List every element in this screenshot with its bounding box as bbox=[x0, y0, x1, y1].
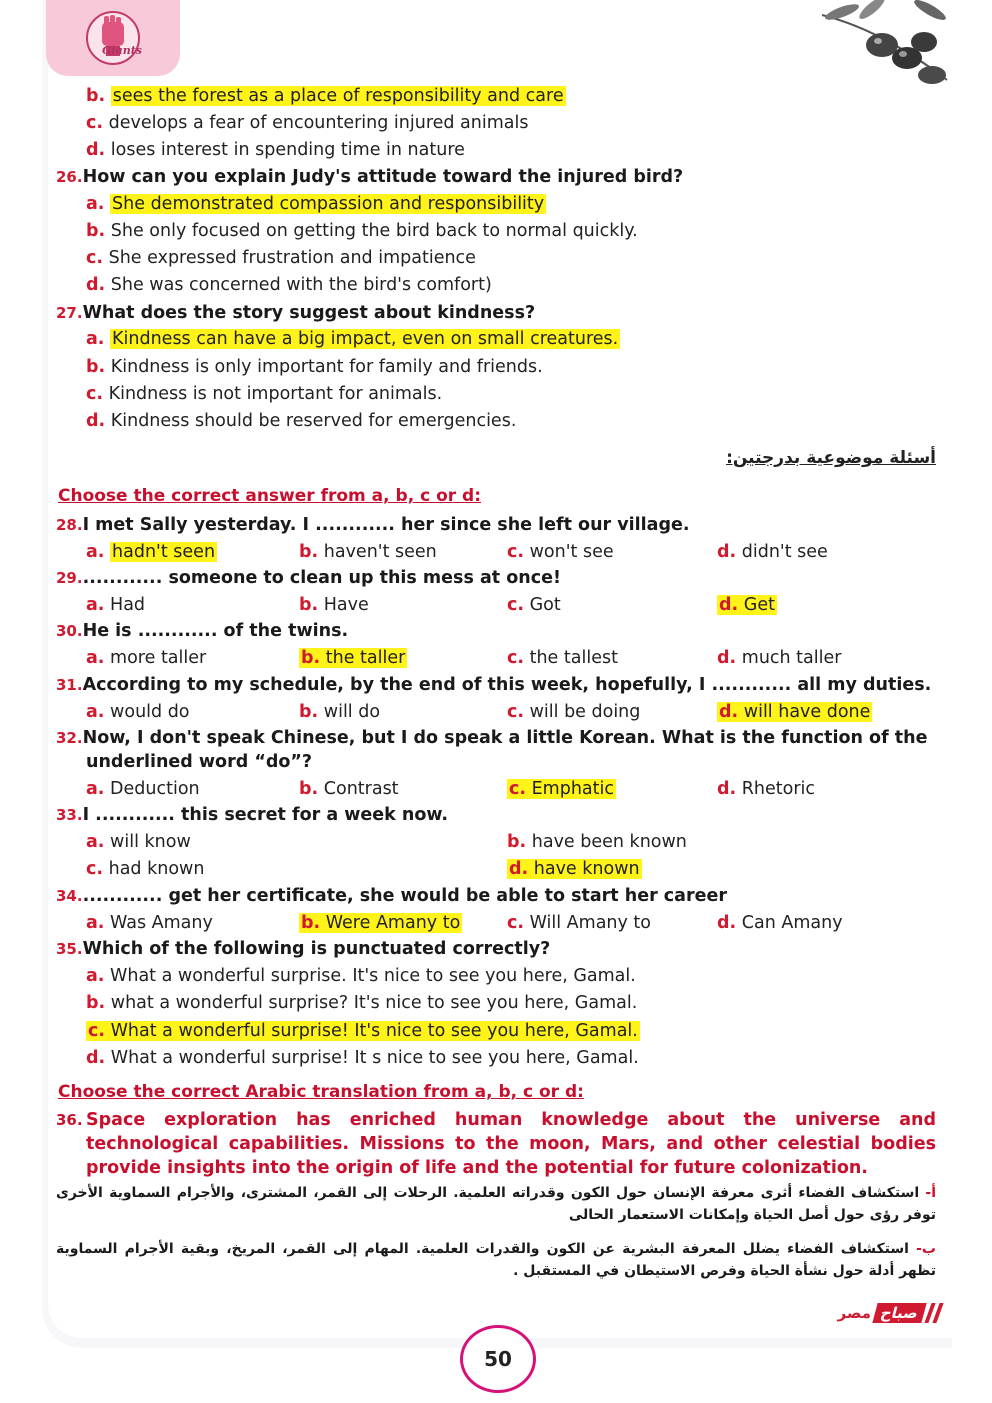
question-29: 29............. someone to clean up this mess at once! bbox=[56, 568, 561, 588]
question-number: 36. bbox=[56, 1111, 83, 1129]
list-item: d. She was concerned with the bird's comfort) bbox=[86, 275, 492, 295]
list-item: a. Deduction bbox=[86, 779, 200, 799]
question-26: 26.How can you explain Judy's attitude toward the injured bird? bbox=[56, 167, 684, 187]
list-item: b. Contrast bbox=[299, 779, 399, 799]
logo-text: Giants bbox=[102, 44, 142, 57]
list-item: d. Get bbox=[719, 595, 775, 615]
list-item: c. What a wonderful surprise! It's nice to see you here, Gamal. bbox=[88, 1021, 638, 1041]
arabic-option-b: ب- استكشاف الفضاء يضلل المعرفة البشرية عن الكون والقدرات العلمية. المهام إلى القمر، المريخ، وبقية الأجرام السماوية تظهر أدلة حول نشأة الحياة وفرص الاستيطان في المستقبل . bbox=[56, 1241, 936, 1279]
section-title-mcq: Choose the correct answer from a, b, c or d: bbox=[58, 486, 482, 506]
list-item: b. sees the forest as a place of responsibility and care bbox=[86, 86, 564, 106]
list-item: a. Was Amany bbox=[86, 913, 213, 933]
question-27: 27.What does the story suggest about kindness? bbox=[56, 303, 536, 323]
question-35: 35.Which of the following is punctuated correctly? bbox=[56, 939, 551, 959]
question-36 bbox=[56, 1108, 936, 1178]
page-number: 50 bbox=[460, 1325, 536, 1393]
list-item: b. have been known bbox=[507, 832, 687, 852]
list-item: d. much taller bbox=[717, 648, 842, 668]
brand-main: صباح bbox=[872, 1303, 926, 1323]
list-item: a. Had bbox=[86, 595, 146, 615]
brand-stripes-icon bbox=[928, 1303, 940, 1323]
giants-logo bbox=[46, 0, 180, 76]
question-36-text: Space exploration has enriched human knowledge about the universe and technological capabilities. Missions to the moon, Mars, and other celestial bodies provide insights into the origin of life and the potential for future colonization. bbox=[86, 1110, 936, 1178]
question-28: 28.I met Sally yesterday. I ............ her since she left our village. bbox=[56, 515, 690, 535]
question-31: 31.According to my schedule, by the end of this week, hopefully, I ............ all my duties. bbox=[56, 675, 932, 695]
list-item: a. will know bbox=[86, 832, 191, 852]
list-item: b. Were Amany to bbox=[301, 913, 461, 933]
list-item: d. didn't see bbox=[717, 542, 828, 562]
question-32-line2: underlined word “do”? bbox=[86, 752, 313, 772]
list-item: a. She demonstrated compassion and responsibility bbox=[86, 194, 545, 214]
question-34: 34............. get her certificate, she would be able to start her career bbox=[56, 886, 727, 906]
olive-branch-icon bbox=[812, 0, 952, 95]
list-item: d. will have done bbox=[719, 702, 871, 722]
list-item: d. Kindness should be reserved for emergencies. bbox=[86, 411, 517, 431]
question-32: 32.Now, I don't speak Chinese, but I do speak a little Korean. What is the function of the bbox=[56, 728, 928, 748]
list-item: c. won't see bbox=[507, 542, 614, 562]
list-item: d. have known bbox=[509, 859, 640, 879]
list-item: a. hadn't seen bbox=[86, 542, 216, 562]
list-item: c. Kindness is not important for animals. bbox=[86, 384, 443, 404]
brand-sub: مصر bbox=[837, 1304, 871, 1322]
list-item: a. more taller bbox=[86, 648, 207, 668]
arabic-section-heading: أسئلة موضوعية بدرجتين: bbox=[726, 448, 936, 468]
list-item: b. haven't seen bbox=[299, 542, 437, 562]
list-item: c. will be doing bbox=[507, 702, 641, 722]
arabic-option-a: أ- استكشاف الفضاء أثرى معرفة الإنسان حول الكون وقدراته العلمية. الرحلات إلى القمر، المشترى، والأجرام السماوية الأخرى توفر رؤى حول أصل الحياة وإمكانات الاستعمار الحالى bbox=[56, 1185, 937, 1223]
list-item: a. would do bbox=[86, 702, 190, 722]
list-item: c. Emphatic bbox=[509, 779, 614, 799]
list-item: b. Have bbox=[299, 595, 369, 615]
list-item: b. Kindness is only important for family and friends. bbox=[86, 357, 543, 377]
fist-icon bbox=[78, 8, 148, 68]
list-item: d. Can Amany bbox=[717, 913, 843, 933]
list-item: c. Will Amany to bbox=[507, 913, 651, 933]
question-30: 30.He is ............ of the twins. bbox=[56, 621, 349, 641]
section-title-translation: Choose the correct Arabic translation from a, b, c or d: bbox=[58, 1082, 584, 1102]
list-item: d. What a wonderful surprise! It s nice to see you here, Gamal. bbox=[86, 1048, 639, 1068]
list-item: b. the taller bbox=[301, 648, 406, 668]
brand-logo bbox=[760, 1300, 940, 1326]
list-item: c. develops a fear of encountering injured animals bbox=[86, 113, 529, 133]
question-33: 33.I ............ this secret for a week now. bbox=[56, 805, 449, 825]
list-item: c. She expressed frustration and impatience bbox=[86, 248, 476, 268]
list-item: b. She only focused on getting the bird back to normal quickly. bbox=[86, 221, 638, 241]
list-item: d. Rhetoric bbox=[717, 779, 816, 799]
list-item: c. the tallest bbox=[507, 648, 618, 668]
list-item: b. will do bbox=[299, 702, 381, 722]
list-item: b. what a wonderful surprise? It's nice to see you here, Gamal. bbox=[86, 993, 638, 1013]
list-item: c. Got bbox=[507, 595, 561, 615]
list-item: a. What a wonderful surprise. It's nice to see you here, Gamal. bbox=[86, 966, 636, 986]
list-item: a. Kindness can have a big impact, even on small creatures. bbox=[86, 329, 619, 349]
list-item: c. had known bbox=[86, 859, 205, 879]
list-item: d. loses interest in spending time in nature bbox=[86, 140, 465, 160]
